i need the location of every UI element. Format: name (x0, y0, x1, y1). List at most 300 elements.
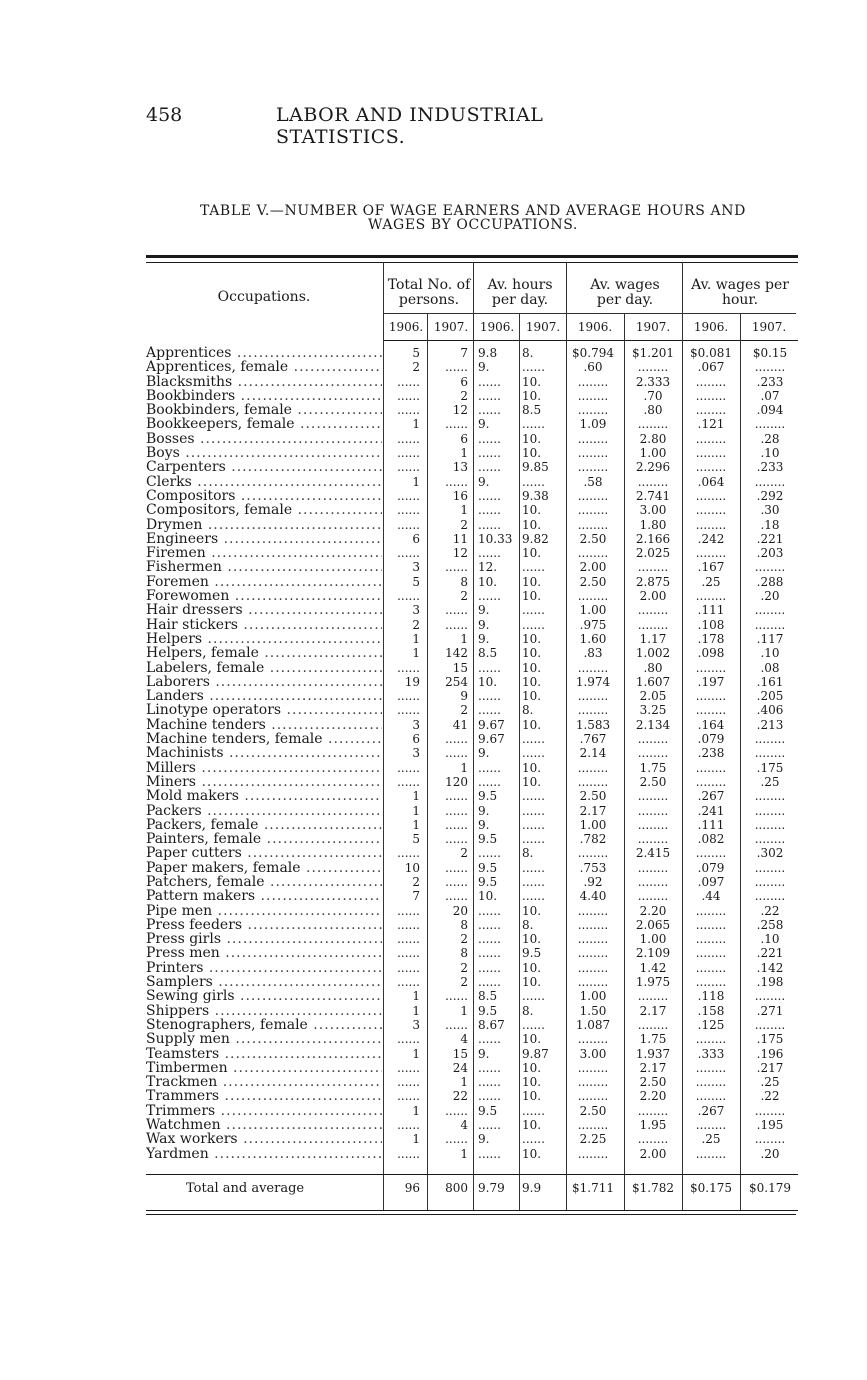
cell-p1: .098 (697, 646, 725, 661)
cell-h2: 8.5 (522, 403, 542, 418)
cell-d1: ........ (577, 460, 609, 475)
cell-d2: 2.00 (639, 1146, 667, 1161)
cell-t2: 6 (460, 374, 468, 389)
table-row (0, 1104, 867, 1118)
cell-t2: 6 (460, 431, 468, 446)
cell-d1: ........ (577, 431, 609, 446)
cell-h1: ...... (478, 431, 501, 446)
cell-h2: ...... (522, 603, 545, 618)
cell-d2: 1.42 (639, 960, 667, 975)
occupation-name: Bosses ..... (146, 432, 382, 446)
cell-p1: ........ (695, 503, 727, 518)
cell-p2: .217 (756, 1060, 784, 1075)
cell-p1: .164 (697, 717, 725, 732)
cell-h1: 10.33 (478, 531, 513, 546)
cell-t2: 12 (452, 403, 468, 418)
cell-p1: ........ (695, 660, 727, 675)
occupation-name: Drymen ..... (146, 518, 382, 532)
table-row (0, 775, 867, 789)
cell-t1: ...... (397, 388, 420, 403)
cell-p2: .18 (760, 517, 780, 532)
cell-h2: 8. (522, 917, 534, 932)
table-row (0, 946, 867, 960)
cell-p2: .221 (756, 531, 784, 546)
cell-t2: 2 (460, 960, 468, 975)
table-row (0, 975, 867, 989)
occupation-name: Miners ..... (146, 775, 382, 789)
cell-t1: ...... (397, 460, 420, 475)
cell-h1: ...... (478, 1075, 501, 1090)
cell-h1: 9. (478, 631, 490, 646)
cell-p1: .111 (697, 603, 725, 618)
table-title-line-1: TABLE V.—NUMBER OF WAGE EARNERS AND AVERAGE HOURS AND (200, 203, 746, 219)
cell-p1: $0.081 (690, 346, 732, 360)
cell-d2: ........ (637, 803, 669, 818)
cell-h1: ...... (478, 917, 501, 932)
cell-t2: 20 (452, 903, 468, 918)
cell-t1: 1 (412, 1132, 420, 1147)
cell-p2: .22 (760, 1089, 780, 1104)
total-label: Total and average (186, 1181, 305, 1196)
occupation-name: Bookkeepers, female ..... (146, 417, 382, 431)
cell-d1: 1.09 (579, 417, 607, 432)
occupation-name: Foremen ..... (146, 575, 382, 589)
cell-t2: 12 (452, 546, 468, 561)
cell-p2: ........ (754, 803, 786, 818)
occupation-name: Trimmers ..... (146, 1104, 382, 1118)
cell-p2: ........ (754, 732, 786, 747)
cell-h2: 10. (522, 960, 542, 975)
occupation-name: Millers ..... (146, 761, 382, 775)
cell-d1: 2.17 (579, 803, 607, 818)
cell-d2: 1.75 (639, 1032, 667, 1047)
occupation-name: Linotype operators ..... (146, 703, 382, 717)
cell-p1: ........ (695, 1089, 727, 1104)
cell-d2: 2.296 (635, 460, 671, 475)
cell-p2: .175 (756, 1032, 784, 1047)
cell-d2: ........ (637, 617, 669, 632)
occupation-name: Mold makers ..... (146, 789, 382, 803)
cell-h1: 8.5 (478, 646, 498, 661)
cell-h2: 8. (522, 1003, 534, 1018)
cell-t2: ...... (445, 889, 468, 904)
cell-d1: .92 (583, 874, 603, 889)
cell-p2: ........ (754, 474, 786, 489)
cell-t2: 2 (460, 388, 468, 403)
cell-p2: ........ (754, 417, 786, 432)
table-row (0, 618, 867, 632)
cell-h2: 10. (522, 717, 542, 732)
cell-t1: ...... (397, 689, 420, 704)
cell-h1: ...... (478, 388, 501, 403)
cell-p2: .22 (760, 903, 780, 918)
cell-t1: ...... (397, 503, 420, 518)
cell-h2: 10. (522, 374, 542, 389)
cell-h2: ...... (522, 989, 545, 1004)
cell-t2: 11 (452, 531, 468, 546)
cell-p2: .094 (756, 403, 784, 418)
occupation-name: Press girls ..... (146, 932, 382, 946)
cell-d1: ........ (577, 1075, 609, 1090)
cell-t1: ...... (397, 760, 420, 775)
cell-t1: 5 (412, 832, 420, 847)
cell-t2: 1 (460, 446, 468, 461)
cell-t1: ...... (397, 431, 420, 446)
cell-p2: .288 (756, 574, 784, 589)
cell-h2: 9.85 (522, 460, 549, 475)
cell-h1: 9.8 (478, 346, 498, 360)
cell-t1: 10 (404, 860, 420, 875)
table-row (0, 646, 867, 660)
cell-t1: 3 (412, 560, 420, 575)
cell-d1: ........ (577, 1060, 609, 1075)
cell-t2: 16 (452, 488, 468, 503)
cell-t1: 5 (412, 574, 420, 589)
cell-h1: ...... (478, 403, 501, 418)
cell-d1: ........ (577, 660, 609, 675)
occupation-name: Landers ..... (146, 689, 382, 703)
cell-p2: .28 (760, 431, 780, 446)
total-h1907: 9.9 (522, 1181, 542, 1195)
occupation-name: Packers, female ..... (146, 818, 382, 832)
occupation-name: Clerks ..... (146, 475, 382, 489)
occupation-name: Machinists ..... (146, 746, 382, 760)
cell-d1: .782 (579, 832, 607, 847)
cell-h2: ...... (522, 417, 545, 432)
table-row (0, 1132, 867, 1146)
cell-d1: 1.00 (579, 989, 607, 1004)
table-row (0, 1032, 867, 1046)
cell-h1: 9.5 (478, 874, 498, 889)
cell-h1: ...... (478, 1118, 501, 1133)
total-d1907: $1.782 (632, 1181, 674, 1195)
cell-t1: 2 (412, 874, 420, 889)
cell-p1: ........ (695, 975, 727, 990)
total-t1906: 96 (404, 1181, 420, 1195)
table-row (0, 546, 867, 560)
table-row (0, 889, 867, 903)
cell-d2: ........ (637, 989, 669, 1004)
cell-h1: 10. (478, 674, 498, 689)
cell-h1: 9. (478, 617, 490, 632)
table-row (0, 918, 867, 932)
year-row-rule (384, 340, 798, 341)
cell-d2: 2.80 (639, 431, 667, 446)
cell-d2: ........ (637, 417, 669, 432)
cell-t1: ...... (397, 1146, 420, 1161)
occupation-name: Hair dressers ..... (146, 603, 382, 617)
cell-h1: 9.5 (478, 1103, 498, 1118)
cell-p2: .07 (760, 388, 780, 403)
cell-d1: .60 (583, 360, 603, 375)
cell-d1: 1.00 (579, 603, 607, 618)
cell-p2: .233 (756, 374, 784, 389)
cell-h1: 8.67 (478, 1017, 505, 1032)
cell-h2: 10. (522, 975, 542, 990)
occupation-name: Shippers ..... (146, 1004, 382, 1018)
cell-d2: 1.75 (639, 760, 667, 775)
cell-d2: 2.17 (639, 1003, 667, 1018)
cell-d2: 1.00 (639, 446, 667, 461)
cell-d2: ........ (637, 1017, 669, 1032)
cell-t2: ...... (445, 1132, 468, 1147)
cell-h1: 9. (478, 1046, 490, 1061)
cell-d2: 2.00 (639, 589, 667, 604)
cell-h2: 10. (522, 1118, 542, 1133)
year-total-1906: 1906. (388, 320, 424, 334)
cell-h1: ...... (478, 903, 501, 918)
cell-d2: ........ (637, 732, 669, 747)
occupation-name: Watchmen ..... (146, 1118, 382, 1132)
cell-h2: 10. (522, 932, 542, 947)
table-row (0, 417, 867, 431)
cell-t2: 120 (445, 774, 468, 789)
occupation-name: Boys ..... (146, 446, 382, 460)
cell-t1: 19 (404, 674, 420, 689)
cell-t1: ...... (397, 946, 420, 961)
cell-t1: ...... (397, 703, 420, 718)
table-row (0, 589, 867, 603)
cell-p1: ........ (695, 932, 727, 947)
cell-p1: .082 (697, 832, 725, 847)
cell-t1: ...... (397, 517, 420, 532)
cell-h2: 9.82 (522, 531, 549, 546)
cell-t1: ...... (397, 546, 420, 561)
cell-p2: ........ (754, 1017, 786, 1032)
cell-h2: ...... (522, 360, 545, 375)
cell-p1: .079 (697, 860, 725, 875)
occupation-name: Printers ..... (146, 961, 382, 975)
occupation-name: Packers ..... (146, 804, 382, 818)
cell-d1: 1.00 (579, 817, 607, 832)
table-row (0, 1089, 867, 1103)
cell-t1: 3 (412, 746, 420, 761)
cell-t1: 1 (412, 803, 420, 818)
cell-t1: ...... (397, 374, 420, 389)
cell-t2: 2 (460, 589, 468, 604)
cell-h2: 10. (522, 646, 542, 661)
occupation-name: Apprentices, female ..... (146, 360, 382, 374)
table-row (0, 1118, 867, 1132)
occupation-name: Timbermen ..... (146, 1061, 382, 1075)
cell-t2: ...... (445, 732, 468, 747)
cell-t1: ...... (397, 403, 420, 418)
table-row (0, 389, 867, 403)
cell-h1: ...... (478, 932, 501, 947)
cell-t1: 1 (412, 646, 420, 661)
cell-d1: ........ (577, 374, 609, 389)
occupation-name: Compositors, female ..... (146, 503, 382, 517)
cell-h2: 10. (522, 760, 542, 775)
cell-p1: ........ (695, 846, 727, 861)
occupation-name: Bookbinders ..... (146, 389, 382, 403)
table-row (0, 1061, 867, 1075)
cell-t2: 9 (460, 689, 468, 704)
cell-d1: ........ (577, 488, 609, 503)
cell-t1: 7 (412, 889, 420, 904)
cell-h1: ...... (478, 774, 501, 789)
occupation-name: Trackmen ..... (146, 1075, 382, 1089)
cell-d2: 3.25 (639, 703, 667, 718)
cell-p1: ........ (695, 589, 727, 604)
table-row (0, 518, 867, 532)
cell-t2: 15 (452, 660, 468, 675)
cell-d1: ........ (577, 932, 609, 947)
cell-h1: 10. (478, 574, 498, 589)
occupation-name: Forewomen ..... (146, 589, 382, 603)
table-body (0, 346, 867, 1161)
cell-d2: 2.741 (635, 488, 671, 503)
cell-t1: ...... (397, 1118, 420, 1133)
occupation-name: Trammers ..... (146, 1089, 382, 1103)
cell-p1: .111 (697, 817, 725, 832)
cell-d2: 2.166 (635, 531, 671, 546)
cell-p2: .203 (756, 546, 784, 561)
cell-p1: ........ (695, 374, 727, 389)
table-title (146, 204, 800, 232)
cell-h1: ...... (478, 703, 501, 718)
cell-d2: 1.17 (639, 631, 667, 646)
cell-d1: ........ (577, 760, 609, 775)
cell-p1: ........ (695, 488, 727, 503)
cell-h2: ...... (522, 1103, 545, 1118)
cell-t1: ...... (397, 488, 420, 503)
table-row (0, 575, 867, 589)
cell-t2: 8 (460, 917, 468, 932)
cell-h1: 9. (478, 746, 490, 761)
cell-t1: ...... (397, 975, 420, 990)
occupation-name: Paper makers, female ..... (146, 861, 382, 875)
cell-t2: 1 (460, 760, 468, 775)
cell-t2: 41 (452, 717, 468, 732)
cell-d1: 1.50 (579, 1003, 607, 1018)
header-underline (384, 313, 796, 314)
table-row (0, 489, 867, 503)
occupation-name: Sewing girls ..... (146, 989, 382, 1003)
cell-p1: .158 (697, 1003, 725, 1018)
table-row (0, 846, 867, 860)
cell-h1: ...... (478, 1032, 501, 1047)
cell-t2: 254 (445, 674, 468, 689)
cell-d2: 2.333 (635, 374, 671, 389)
table-row (0, 861, 867, 875)
cell-t2: 1 (460, 631, 468, 646)
cell-h2: 10. (522, 446, 542, 461)
table-row (0, 989, 867, 1003)
cell-p1: ........ (695, 431, 727, 446)
cell-t1: ...... (397, 660, 420, 675)
cell-h1: ...... (478, 503, 501, 518)
cell-t1: ...... (397, 917, 420, 932)
cell-d2: 2.50 (639, 1075, 667, 1090)
occupation-name: Samplers ..... (146, 975, 382, 989)
cell-t1: 1 (412, 817, 420, 832)
cell-d2: ........ (637, 1103, 669, 1118)
cell-d2: 1.002 (635, 646, 671, 661)
cell-p2: ........ (754, 889, 786, 904)
cell-t2: ...... (445, 789, 468, 804)
year-wages-hour-1907: 1907. (751, 320, 787, 334)
cell-h2: 10. (522, 546, 542, 561)
cell-t2: 2 (460, 932, 468, 947)
table-row (0, 804, 867, 818)
cell-h1: 9.67 (478, 717, 505, 732)
bottom-rule-2 (146, 1214, 796, 1215)
total-p1906: $0.175 (690, 1181, 732, 1195)
cell-p2: .292 (756, 488, 784, 503)
cell-t2: 1 (460, 1075, 468, 1090)
cell-h1: ...... (478, 760, 501, 775)
cell-h1: ...... (478, 946, 501, 961)
occupation-name: Pattern makers ..... (146, 889, 382, 903)
table-row (0, 446, 867, 460)
cell-p1: ........ (695, 446, 727, 461)
cell-p2: .20 (760, 1146, 780, 1161)
occupation-name: Painters, female ..... (146, 832, 382, 846)
cell-d1: 1.60 (579, 631, 607, 646)
cell-d2: 2.415 (635, 846, 671, 861)
table-row (0, 1047, 867, 1061)
cell-d1: 2.50 (579, 1103, 607, 1118)
cell-d1: ........ (577, 975, 609, 990)
cell-d1: ........ (577, 546, 609, 561)
cell-d1: 1.583 (575, 717, 611, 732)
cell-t2: ...... (445, 874, 468, 889)
cell-h2: ...... (522, 803, 545, 818)
cell-p2: .205 (756, 689, 784, 704)
cell-p1: .118 (697, 989, 725, 1004)
cell-h2: 8. (522, 346, 534, 360)
cell-p1: ........ (695, 1118, 727, 1133)
table-row (0, 560, 867, 574)
occupation-name: Press men ..... (146, 946, 382, 960)
cell-d1: ........ (577, 517, 609, 532)
cell-t1: 6 (412, 531, 420, 546)
cell-t1: ...... (397, 774, 420, 789)
cell-h1: ...... (478, 446, 501, 461)
cell-h2: ...... (522, 617, 545, 632)
cell-h1: ...... (478, 546, 501, 561)
cell-d1: ........ (577, 403, 609, 418)
cell-d2: 2.20 (639, 1089, 667, 1104)
cell-h1: ...... (478, 460, 501, 475)
cell-h2: 10. (522, 674, 542, 689)
cell-t1: 2 (412, 617, 420, 632)
occupation-name: Firemen ..... (146, 546, 382, 560)
cell-h2: ...... (522, 746, 545, 761)
table-row (0, 661, 867, 675)
cell-p1: ........ (695, 1075, 727, 1090)
cell-p2: $0.15 (752, 346, 788, 360)
cell-t1: 5 (412, 346, 420, 360)
header-total: Total No. of persons. (387, 277, 471, 308)
cell-p2: .10 (760, 446, 780, 461)
cell-d2: ........ (637, 603, 669, 618)
cell-h2: ...... (522, 817, 545, 832)
cell-t1: ...... (397, 932, 420, 947)
occupation-name: Labelers, female ..... (146, 661, 382, 675)
cell-t2: ...... (445, 1103, 468, 1118)
cell-h2: ...... (522, 832, 545, 847)
cell-t2: ...... (445, 860, 468, 875)
cell-d2: 2.109 (635, 946, 671, 961)
cell-p1: ........ (695, 1146, 727, 1161)
occupation-name: Laborers ..... (146, 675, 382, 689)
cell-t2: ...... (445, 417, 468, 432)
cell-h1: ...... (478, 1146, 501, 1161)
cell-t1: ...... (397, 960, 420, 975)
year-hours-1906: 1906. (479, 320, 515, 334)
